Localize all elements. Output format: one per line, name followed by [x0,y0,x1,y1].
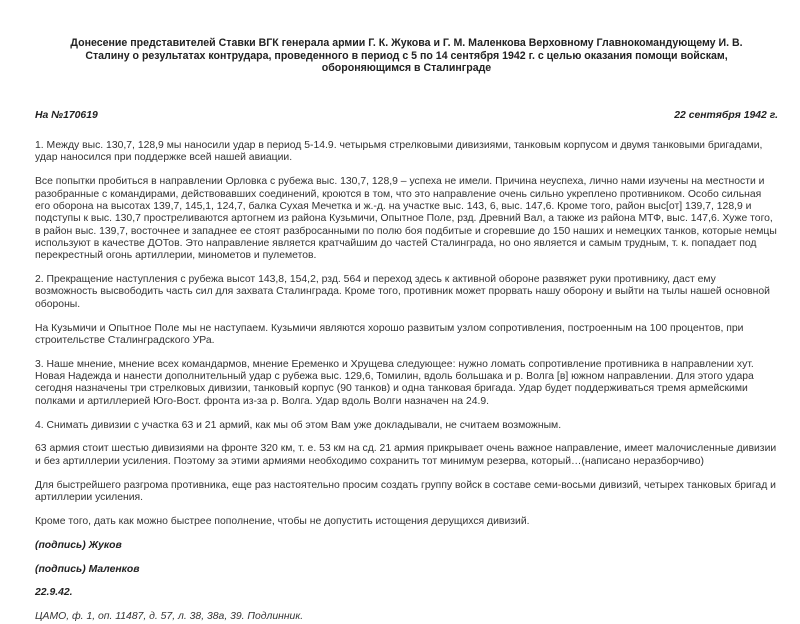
paragraph: 63 армия стоит шестью дивизиями на фронте 320 км, т. е. 53 км на сд. 21 армия прикрывает очень важное направление, имеет малочисленные дивизии и без артиллерии усиления. Поэтому за этими армиями необходимо сохранить тот минимум резерва, который…(написано неразборчиво) [35,443,777,467]
paragraph: 2. Прекращение наступления с рубежа высот 143,8, 154,2, рзд. 564 и переход здесь к активной обороне развяжет руки противнику, даст ему возможность высвободить часть сил для захвата Сталинграда. Кроме того, противник может прорвать нашу оборону и выйти на тылы нашей основной обороны. [35,274,770,310]
paragraph: 1. Между выс. 130,7, 128,9 мы наносили удар в период 5-14.9. четырьмя стрелковыми дивизиями, танковым корпусом и двумя танковыми бригадами, удар наносился при поддержке всей нашей авиации. [35,140,763,164]
paragraph: Для быстрейшего разгрома противника, еще раз настоятельно просим создать группу войск в составе семи-восьми дивизий, четырех танковых бригад и артиллерии усиления. [35,479,776,503]
archive-source: ЦАМО, ф. 1, оп. 11487, д. 57, л. 38, 38а, 39. Подлинник. [35,611,304,623]
document-meta [35,110,778,122]
signature-date: 22.9.42. [35,587,73,599]
document-number: На №170619 [35,109,98,121]
signature-malenkov: (подпись) Маленков [35,563,140,575]
paragraph: Кроме того, дать как можно быстрее пополнение, чтобы не допустить истощения дерущихся дивизий. [35,515,530,527]
paragraph: Все попытки пробиться в направлении Орловка с рубежа выс. 130,7, 128,9 – успеха не имели. Причина неуспеха, лично нами изучены на местности и разобранные с командирами, действовавших соединений, кроются в том, что это направление очень сильно укреплено противником. Особо сильная его оборона на высотах 139,7, 145,1, 124,7, балка Сухая Мечетка и ж.-д. на участке выс. 143, 6, выс. 147,6. Кроме того, район выс[от] 139,7, 128,9 и подступы к выс. 130,7 простреливаются артогнем из района Кузьмичи, Опытное Поле, рзд. Древний Вал, а также из района МТФ, выс. 147,6. Хуже того, в район выс. 139,7, восточнее и западнее ее стоят разбросанными по полю боя подбитые и сгоревшие до 150 наших и немецких танков, которые немцы используют в качестве ДОТов. Это направление является кратчайшим до частей Сталинграда, но оно является и самым трудным, т. к. попадает под перекрестный огонь артиллерии, минометов и пулеметов. [35,176,777,262]
document-title: Донесение представителей Ставки ВГК генерала армии Г. К. Жукова и Г. М. Маленкова Верховному Главнокомандующему И. В. Сталину о результатах контрудара, проведенного в период с 5 по 14 сентября 1942 г. с целью оказания помощи войскам, обороняющимся в Сталинграде [70,37,743,75]
paragraph: 3. Наше мнение, мнение всех командармов, мнение Еременко и Хрущева следующее: нужно ломать сопротивление противника в направлении хут. Новая Надежда и нанести дополнительный удар с рубежа выс. 129,6, Томилин, вдоль большака и р. Волга [в] южном направлении. Для этого удара сегодня назначены три стрелковых дивизии, танковый корпус (90 танков) и одна танковая бригада. Удар будет поддерживаться тремя армейскими полками и артиллерией Юго-Вост. фронта из-за р. Волга. Удар вдоль Волги назначен на 24.9. [35,358,754,407]
signature-zhukov: (подпись) Жуков [35,539,122,551]
document-body [35,140,778,528]
document-date: 22 сентября 1942 г. [674,109,778,121]
paragraph: 4. Снимать дивизии с участка 63 и 21 армий, как мы об этом Вам уже докладывали, не считаем возможным. [35,419,562,431]
paragraph: На Кузьмичи и Опытное Поле мы не наступаем. Кузьмичи являются хорошо развитым узлом сопротивления, построенным на 100 процентов, при строительстве Сталинградского УРа. [35,322,744,346]
